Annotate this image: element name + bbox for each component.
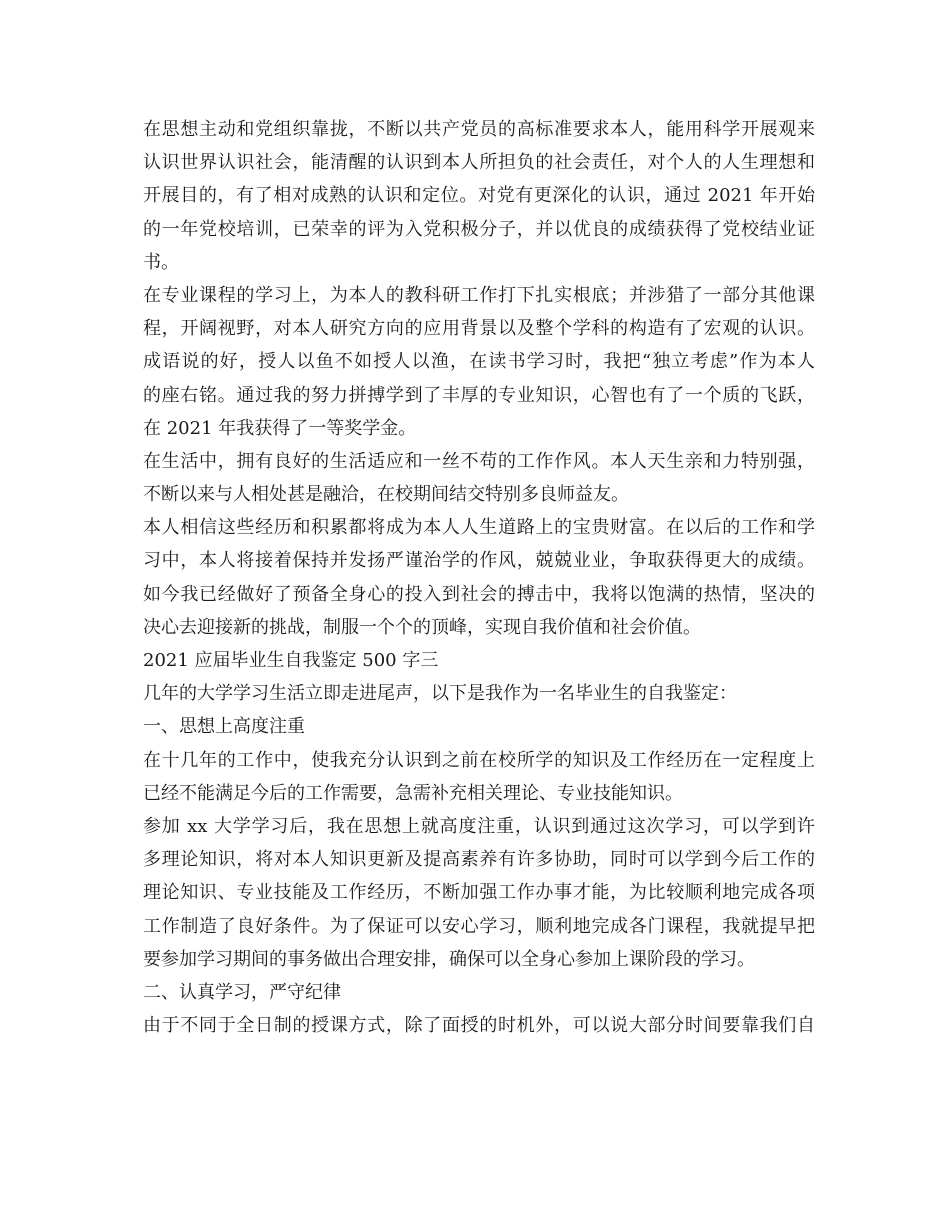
text-line: 的一年党校培训，已荣幸的评为入党积极分子，并以优良的成绩获得了党校结业证 [143, 218, 815, 240]
text-line: 几年的大学学习生活立即走进尾声，以下是我作为一名毕业生的自我鉴定： [143, 683, 737, 705]
text-line: 习中，本人将接着保持并发扬严谨治学的作风，兢兢业业，争取获得更大的成绩。 [143, 550, 815, 572]
text-line: 在专业课程的学习上，为本人的教科研工作打下扎实根底；并涉猎了一部分其他课 [143, 284, 815, 306]
text-line: 已经不能满足今后的工作需要，急需补充相关理论、专业技能知识。 [143, 782, 683, 804]
text-line: 工作制造了良好条件。为了保证可以安心学习，顺利地完成各门课程，我就提早把 [143, 915, 815, 937]
text-line: 2021 应届毕业生自我鉴定 500 字三 [143, 650, 439, 671]
text-line: 二、认真学习，严守纪律 [143, 981, 341, 1003]
text-line: 的座右铭。通过我的努力拼搏学到了丰厚的专业知识，心智也有了一个质的飞跃， [143, 384, 815, 406]
text-line: 在 2021 年我获得了一等奖学金。 [143, 417, 417, 439]
text-line: 在思想主动和党组织靠拢，不断以共产党员的高标准要求本人，能用科学开展观来 [143, 119, 815, 140]
text-line: 理论知识、专业技能及工作经历，不断加强工作办事才能，为比较顺利地完成各项 [143, 882, 815, 904]
text-line: 成语说的好，授人以鱼不如授人以渔，在读书学习时，我把“独立考虑”作为本人 [143, 351, 815, 373]
text-line: 在十几年的工作中，使我充分认识到之前在校所学的知识及工作经历在一定程度上 [143, 749, 815, 771]
text-line: 书。 [143, 251, 179, 273]
text-line: 在生活中，拥有良好的生活适应和一丝不苟的工作作风。本人天生亲和力特别强， [143, 450, 815, 472]
text-line: 如今我已经做好了预备全身心的投入到社会的搏击中，我将以饱满的热情，坚决的 [143, 583, 815, 605]
document-body [143, 113, 815, 1042]
text-line: 决心去迎接新的挑战，制服一个个的顶峰，实现自我价值和社会价值。 [143, 616, 701, 638]
text-line: 本人相信这些经历和积累都将成为本人人生道路上的宝贵财富。在以后的工作和学 [143, 517, 815, 539]
text-line: 开展目的，有了相对成熟的认识和定位。对党有更深化的认识，通过 2021 年开始 [143, 185, 815, 207]
text-line: 认识世界认识社会，能清醒的认识到本人所担负的社会责任，对个人的人生理想和 [143, 152, 815, 174]
text-line: 由于不同于全日制的授课方式，除了面授的时机外，可以说大部分时间要靠我们自 [143, 1015, 815, 1037]
text-line: 要参加学习期间的事务做出合理安排，确保可以全身心参加上课阶段的学习。 [143, 948, 755, 970]
text-line: 多理论知识，将对本人知识更新及提高素养有许多协助，同时可以学到今后工作的 [143, 849, 815, 871]
text-line: 不断以来与人相处甚是融洽，在校期间结交特别多良师益友。 [143, 484, 629, 506]
text-line: 参加 xx 大学学习后，我在思想上就高度注重，认识到通过这次学习，可以学到许 [143, 815, 815, 837]
text-line: 一、思想上高度注重 [143, 716, 305, 738]
text-line: 程，开阔视野，对本人研究方向的应用背景以及整个学科的构造有了宏观的认识。 [143, 318, 815, 340]
